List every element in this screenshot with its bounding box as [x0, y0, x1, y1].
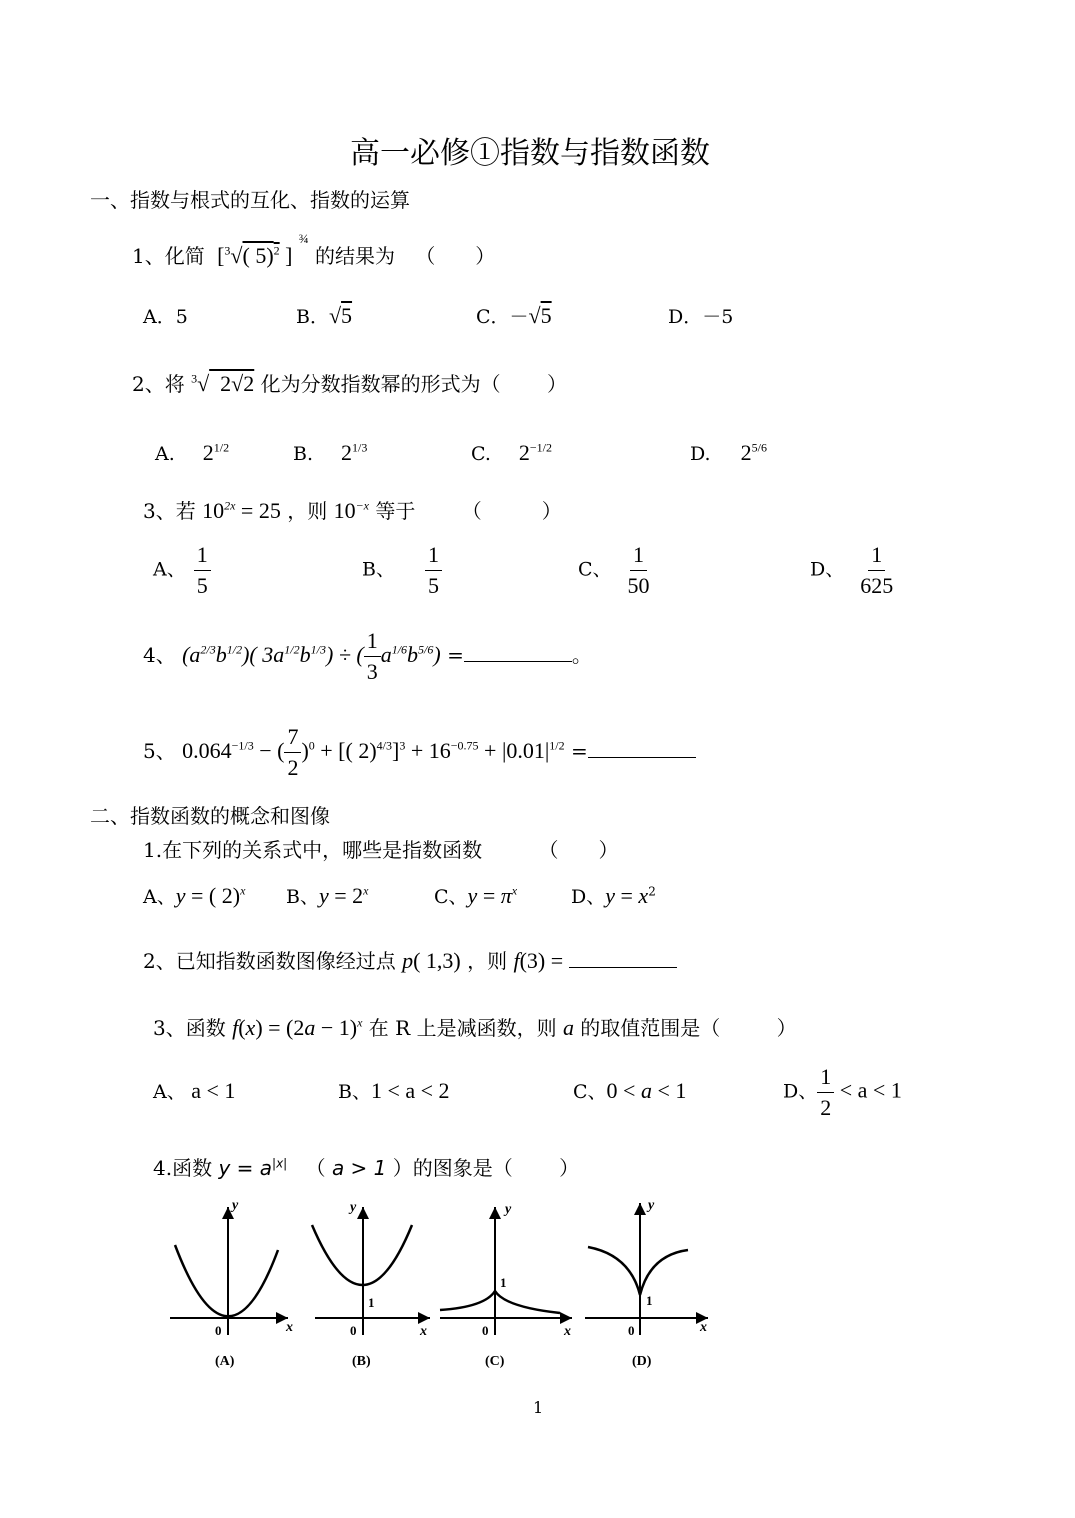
- svg-text:y: y: [350, 1200, 357, 1215]
- graph-a: [170, 1198, 293, 1369]
- svg-text:x: x: [564, 1324, 571, 1339]
- question-2-4: [153, 1152, 579, 1181]
- svg-text:0: 0: [215, 1323, 222, 1338]
- math-expression: [$^3$√( 5)$^2$ ]: [217, 243, 293, 268]
- question-stem: 1.在下列的关系式中，哪些是指数函数: [143, 838, 483, 862]
- svg-text:(A): (A): [215, 1354, 235, 1369]
- answer-paren: （ ）: [415, 244, 496, 268]
- math-expression: $(a^{2/3}b^{1/2})$( $3a^{1/2}b^{1/3}$) ÷ (: [182, 642, 364, 667]
- question-stem: 3、若: [143, 499, 196, 523]
- answer-paren: （ ）: [538, 838, 619, 862]
- option-d: D、$y = x^2$: [571, 883, 656, 908]
- option-a: A、 a < 1: [153, 1078, 236, 1103]
- answer-paren: ）: [559, 1156, 580, 1180]
- svg-text:0: 0: [350, 1323, 357, 1338]
- question-1-4: 4、 $(a^{2/3}b^{1/2})$( $3a^{1/2}b^{1/3}$) ÷ ( $\frac{1}{3}$ $a^{1/6}b^{5/6}$) = 。: [143, 628, 592, 684]
- equals-sign: =: [447, 643, 464, 667]
- math-expression: $10^{-x}$: [333, 498, 369, 523]
- answer-blank[interactable]: [588, 757, 696, 758]
- math-expression: a > 1: [331, 1156, 387, 1180]
- question-tail: 的取值范围是（: [580, 1016, 721, 1040]
- question-2-1: [143, 834, 618, 863]
- question-2-2: 2、已知指数函数图像经过点 p( 1,3) ，则 f(3) =: [143, 945, 677, 974]
- question-1-3: [143, 495, 562, 524]
- answer-blank[interactable]: [464, 661, 572, 662]
- graph-d: [585, 1198, 708, 1369]
- svg-text:0: 0: [482, 1323, 489, 1338]
- condition-open: （: [305, 1156, 326, 1180]
- question-label: 4、: [143, 643, 176, 667]
- option-d: D、 $\frac{1}{2}$ < a < 1: [783, 1064, 902, 1120]
- equals-sign: =: [570, 739, 588, 763]
- option-a: A、y = ( 2)$^x$: [143, 883, 246, 908]
- question-stem: 1、化简: [132, 244, 205, 268]
- question-stem: 3、函数: [153, 1016, 226, 1040]
- option-b: B、1 < a < 2: [338, 1078, 450, 1103]
- option-c: C、0 < a < 1: [573, 1078, 687, 1103]
- option-d: D. $2^{5/6}$: [690, 440, 767, 465]
- question-mid: ，则: [467, 949, 508, 973]
- math-expression: $0.064^{-1/3}$ − (: [182, 738, 285, 763]
- option-c: C. $2^{-1/2}$: [471, 440, 553, 465]
- answer-paren: （ ）: [461, 499, 562, 523]
- option-c: C、$y = \pi^x$: [434, 883, 518, 908]
- question-1-5: 5、 $0.064^{-1/3}$ − ( $\frac{7}{2}$ )$^0$ + [( $2)^{4/3}]^3 + 16^{-0.75} + |0.01|^{1/2}$ =: [143, 722, 696, 783]
- question-tail: 的结果为: [314, 244, 395, 268]
- svg-text:y: y: [648, 1198, 655, 1213]
- function-graphs: [160, 1195, 720, 1375]
- section-heading-1: 一、指数与根式的互化、指数的运算: [90, 188, 410, 212]
- graph-c: [440, 1202, 572, 1369]
- option-d: D、 $\frac{1}{625}$: [810, 542, 894, 598]
- svg-text:0: 0: [628, 1323, 635, 1338]
- option-c: C、 $\frac{1}{50}$: [578, 542, 650, 598]
- svg-text:(C): (C): [485, 1354, 505, 1369]
- page-title: 高一必修①指数与指数函数: [350, 136, 710, 171]
- section-heading-2: 二、指数函数的概念和图像: [90, 804, 330, 828]
- option-b: B．√5: [296, 303, 353, 328]
- option-b: B、$y = 2^x$: [286, 883, 369, 908]
- svg-text:1: 1: [500, 1275, 507, 1290]
- question-1-1: [132, 231, 496, 269]
- question-label: 5、: [143, 739, 176, 763]
- answer-paren: ）: [776, 1016, 797, 1040]
- question-tail: 化为分数指数幂的形式为（: [260, 372, 501, 396]
- option-a: A．5: [143, 306, 188, 328]
- svg-text:y: y: [505, 1202, 512, 1217]
- svg-text:1: 1: [368, 1295, 375, 1310]
- svg-text:x: x: [700, 1320, 707, 1335]
- question-stem: 2、已知指数函数图像经过点: [143, 949, 396, 973]
- option-c: C．－√5: [476, 303, 552, 328]
- answer-blank[interactable]: [569, 967, 677, 968]
- svg-text:x: x: [286, 1320, 293, 1335]
- graph-b: [312, 1200, 430, 1369]
- question-mid: 在 R 上是减函数，则: [368, 1016, 557, 1040]
- question-2-3: 3、函数 $f(x) = (2a - 1)^x$ 在 R 上是减函数，则 a 的取值范围是（ ）: [153, 1015, 797, 1040]
- option-b: B. $2^{1/3}$: [293, 440, 368, 465]
- svg-text:1: 1: [646, 1293, 653, 1308]
- svg-text:(D): (D): [632, 1354, 652, 1369]
- question-stem: 4.函数: [153, 1156, 213, 1180]
- option-d: D．－5: [668, 306, 734, 328]
- math-expression: $^3$√ 2√2: [191, 371, 255, 396]
- math-exponent: ¾: [298, 231, 309, 246]
- answer-paren: ）: [546, 372, 567, 396]
- math-expression: $y = a^{|x|}$: [218, 1156, 288, 1180]
- option-b: B、 $\frac{1}{5}$: [362, 540, 442, 601]
- question-1-2: [132, 368, 567, 397]
- option-a: A. $2^{1/2}$: [155, 440, 230, 465]
- svg-text:(B): (B): [352, 1354, 371, 1369]
- condition-close: ）的图象是（: [392, 1156, 513, 1180]
- math-expression: $10^{2x} = 25$: [202, 498, 281, 523]
- math-expression: f: [513, 948, 520, 973]
- page-number: 1: [533, 1398, 544, 1417]
- math-expression: f: [232, 1015, 239, 1040]
- question-stem: 2、将: [132, 372, 185, 396]
- math-expression: p: [402, 948, 414, 973]
- question-mid: ，则: [287, 499, 328, 523]
- svg-text:y: y: [232, 1198, 239, 1213]
- question-tail: 等于: [375, 499, 416, 523]
- option-a: A、 $\frac{1}{5}$: [153, 540, 211, 601]
- svg-text:x: x: [420, 1324, 427, 1339]
